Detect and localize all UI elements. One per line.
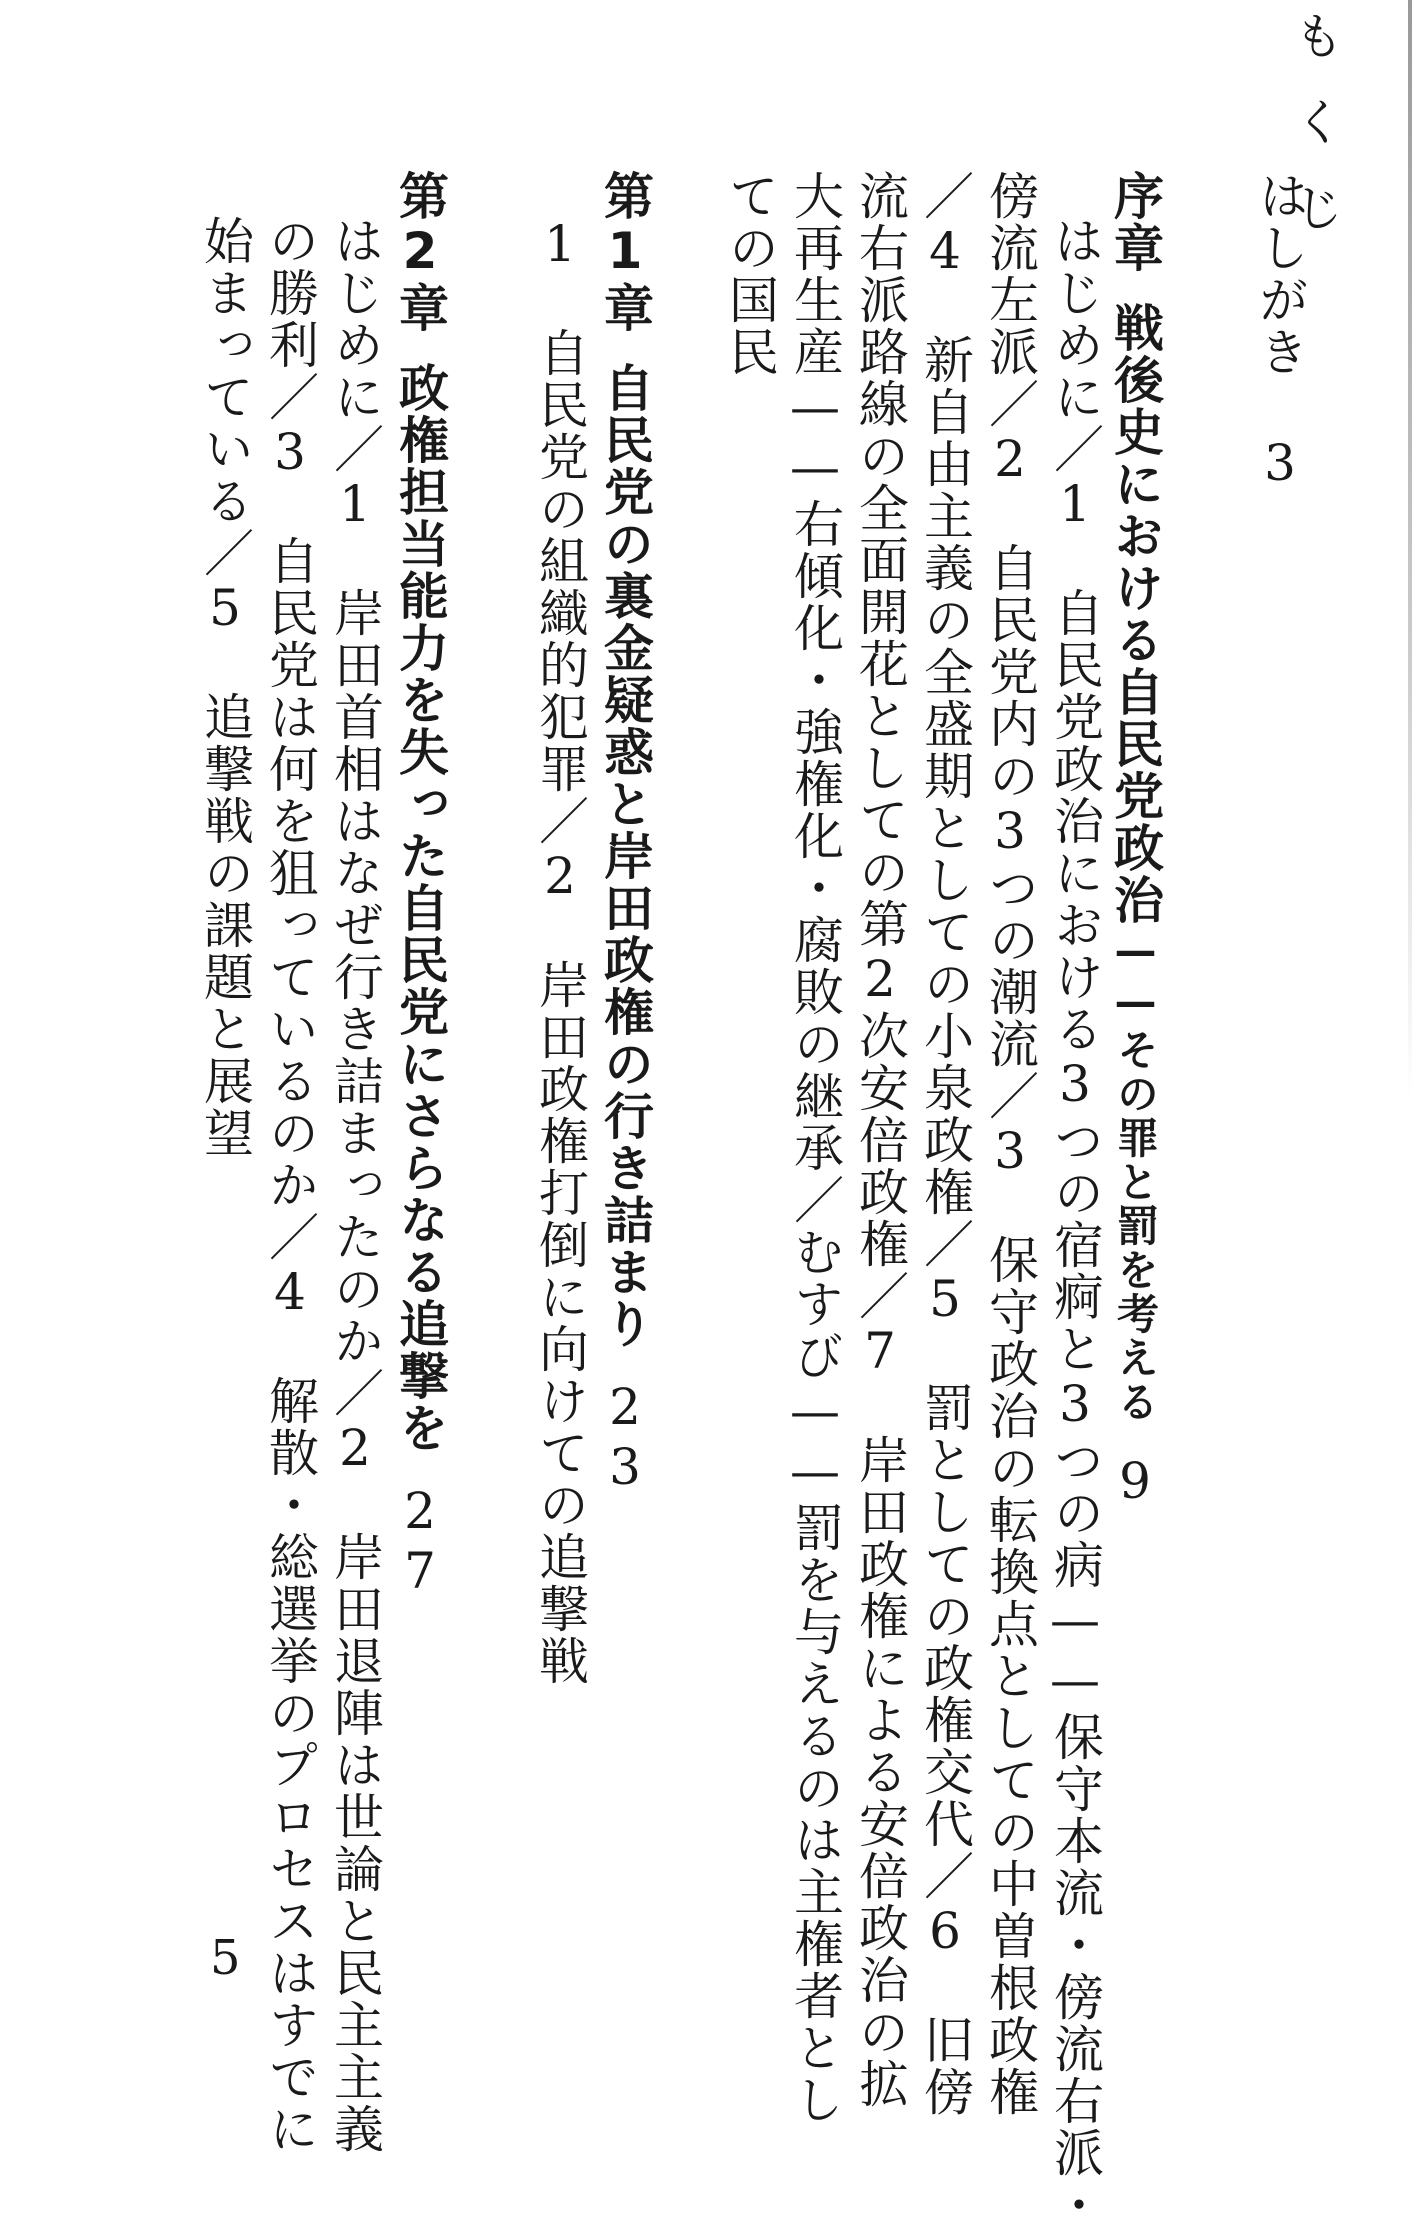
chapter2-page: 27 xyxy=(391,1482,449,1602)
preface-label: はしがき xyxy=(1251,170,1309,378)
chapter1-line-1: 1 自民党の組織的犯罪／2 岸田政権打倒に向けての追撃戦 xyxy=(531,215,589,1687)
chapter2-heading[interactable] xyxy=(391,170,449,1602)
intro-line-6: ての国民 xyxy=(721,170,779,378)
toc-title: もくじ xyxy=(1286,10,1344,268)
intro-line-1: はじめに／1 自民党政治における3つの宿痾と3つの病——保守本流・傍流右派・ xyxy=(1046,215,1104,2231)
page-number: 5 xyxy=(210,1930,241,1986)
chapter1-heading[interactable] xyxy=(596,170,654,1498)
chapter2-line-1: はじめに／1 岸田首相はなぜ行き詰まったのか／2 岸田退陣は世論と民主主義 xyxy=(326,215,384,2155)
intro-subtitle: ——その罪と罰を考える xyxy=(1111,926,1160,1424)
preface-entry[interactable] xyxy=(1251,170,1309,494)
chapter2-line-2: の勝利／3 自民党は何を狙っているのか／4 解散・総選挙のプロセスはすでに xyxy=(261,215,319,2155)
page-edge xyxy=(1408,0,1412,1100)
intro-label: 序章 xyxy=(1106,170,1164,274)
chapter2-title: 政権担当能力を失った自民党にさらなる追撃を xyxy=(391,362,449,1454)
intro-heading[interactable] xyxy=(1106,170,1164,1512)
chapter2-label: 第2章 xyxy=(391,170,449,334)
intro-page: 9 xyxy=(1106,1452,1164,1512)
intro-line-4: 流右派路線の全面開花としての第2次安倍政権／7 岸田政権による安倍政治の拡 xyxy=(851,170,909,2110)
intro-line-3: ／4 新自由主義の全盛期としての小泉政権／5 罰としての政権交代／6 旧傍 xyxy=(916,170,974,2118)
chapter2-line-3: 始まっている／5 追撃戦の課題と展望 xyxy=(196,215,254,1159)
chapter1-page: 23 xyxy=(596,1378,654,1498)
chapter1-label: 第1章 xyxy=(596,170,654,334)
chapter1-title: 自民党の裏金疑惑と岸田政権の行き詰まり xyxy=(596,362,654,1350)
intro-title: 戦後史における自民党政治 xyxy=(1106,302,1164,926)
intro-line-5: 大再生産——右傾化・強権化・腐敗の継承／むすび——罰を与えるのは主権者とし xyxy=(786,170,844,2126)
intro-line-2: 傍流左派／2 自民党内の3つの潮流／3 保守政治の転換点としての中曽根政権 xyxy=(981,170,1039,2118)
preface-page: 3 xyxy=(1251,434,1309,494)
